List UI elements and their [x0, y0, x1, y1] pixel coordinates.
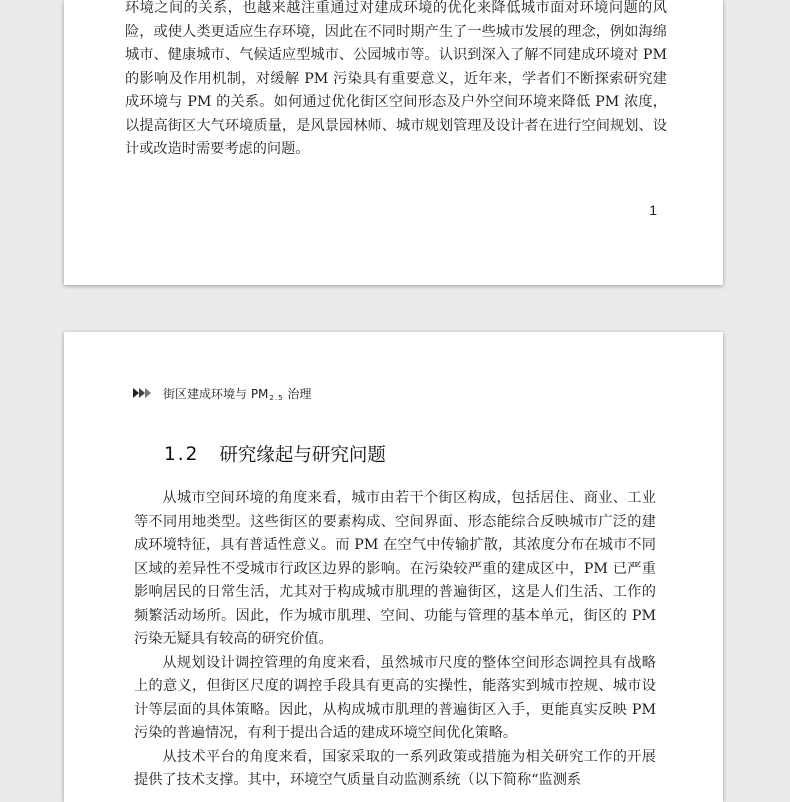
header-title-suffix: 治理	[283, 386, 312, 401]
body-text	[134, 487, 656, 793]
header-title-prefix: 街区建成环境与 PM	[163, 386, 269, 401]
section-heading	[164, 441, 386, 467]
page-number: 1	[649, 202, 657, 218]
double-arrow-icon	[133, 388, 153, 398]
paragraph: 从规划设计调控管理的角度来看，虽然城市尺度的整体空间形态调控具有战略上的意义，但街区尺度的调控手段具有更高的实操性，能落实到城市控规、城市设计等层面的具体策略。因此，从构成城市肌理的普遍街区入手，更能真实反映 PM 污染的普遍情况，有利于提出合适的建成环境空间优化策略。	[134, 654, 656, 741]
section-number: 1.2	[164, 443, 200, 465]
running-header	[133, 384, 311, 402]
section-title: 研究缘起与研究问题	[219, 445, 386, 466]
header-title-subscript: 2.5	[269, 393, 284, 402]
header-title	[163, 385, 311, 402]
paragraph: 环境之间的关系，也越来越注重通过对建成环境的优化来降低城市面对环境问题的风险，或使人类更适应生存环境，因此在不同时期产生了一些城市发展的理念，例如海绵城市、健康城市、气候适应型城市、公园城市等。认识到深入了解不同建成环境对 PM 的影响及作用机制，对缓解 PM 污染具有重要意义，近年来，学者们不断探索研究建成环境与 PM 的关系。如何通过优化街区空间形态及户外空间环境来降低 PM 浓度，以提高街区大气环境质量，是风景园林师、城市规划管理及设计者在进行空间规划、设计或改造时需要考虑的问题。	[125, 0, 667, 157]
document-page-bottom	[64, 332, 723, 802]
paragraph: 从技术平台的角度来看，国家采取的一系列政策或措施为相关研究工作的开展提供了技术支撑。其中，环境空气质量自动监测系统（以下简称“监测系	[134, 748, 656, 788]
paragraph: 从城市空间环境的角度来看，城市由若干个街区构成，包括居住、商业、工业等不同用地类型。这些街区的要素构成、空间界面、形态能综合反映城市广泛的建成环境特征，具有普适性意义。而 PM 在空气中传输扩散，其浓度分布在城市不同区域的差异性不受城市行政区边界的影响。在污染较严重的建成区中，PM 已严重影响居民的日常生活，尤其对于构成城市肌理的普遍街区，这是人们生活、工作的频繁活动场所。因此，作为城市肌理、空间、功能与管理的基本单元，街区的 PM 污染无疑具有较高的研究价值。	[134, 490, 656, 647]
document-page-top	[64, 0, 723, 285]
